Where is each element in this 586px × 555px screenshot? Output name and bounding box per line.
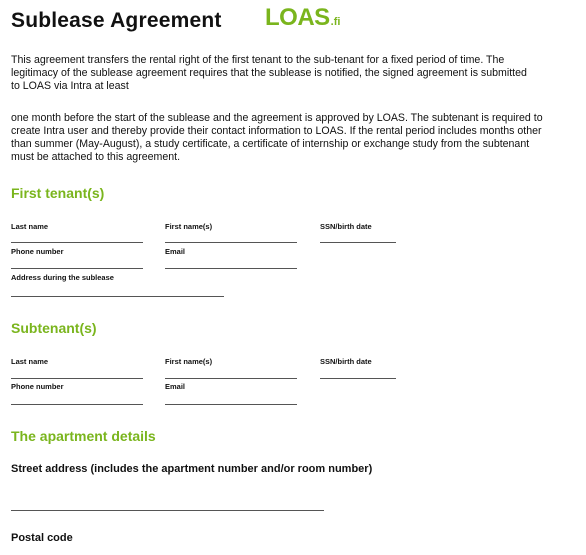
subtenant-email-field[interactable] <box>165 404 297 405</box>
subtenant-first-names-field[interactable] <box>165 378 297 379</box>
subtenant-last-name-label: Last name <box>11 357 49 366</box>
detail-line: create Intra user and thereby provide their contact information to LOAS. If the rental period includes months other <box>11 125 542 137</box>
subtenant-email-label: Email <box>165 382 186 391</box>
first-tenant-last-name-field[interactable] <box>11 242 143 243</box>
first-tenant-first-names-label: First name(s) <box>165 222 213 231</box>
intro-line: to LOAS via Intra at least <box>11 80 129 92</box>
street-address-label: Street address (includes the apartment number and/or room number) <box>11 463 373 475</box>
street-address-field[interactable] <box>11 510 324 511</box>
detail-paragraph <box>11 112 583 164</box>
first-tenant-email-label: Email <box>165 247 186 256</box>
detail-line: than summer (May-August), a study certificate, a certificate of internship or exchange study from the subtenant <box>11 138 530 150</box>
document-title: Sublease Agreement <box>11 9 222 32</box>
subtenant-phone-field[interactable] <box>11 404 143 405</box>
first-tenant-address-field[interactable] <box>11 296 224 297</box>
intro-paragraph <box>11 54 583 93</box>
detail-line: one month before the start of the sublease and the agreement is approved by LOAS. The subtenant is required to <box>11 112 543 124</box>
subtenant-heading: Subtenant(s) <box>11 320 97 336</box>
subtenant-first-names-label: First name(s) <box>165 357 213 366</box>
first-tenant-first-names-field[interactable] <box>165 242 297 243</box>
first-tenant-heading: First tenant(s) <box>11 185 105 201</box>
apartment-heading: The apartment details <box>11 428 156 444</box>
first-tenant-address-label: Address during the sublease <box>11 273 114 282</box>
subtenant-last-name-field[interactable] <box>11 378 143 379</box>
subtenant-ssn-label: SSN/birth date <box>320 357 372 366</box>
subtenant-ssn-field[interactable] <box>320 378 396 379</box>
first-tenant-last-name-label: Last name <box>11 222 49 231</box>
postal-code-label: Postal code <box>11 532 73 544</box>
intro-line: legitimacy of the sublease agreement requires that the sublease is notified, the signed agreement is submitted <box>11 67 527 79</box>
logo-main-text: LOAS <box>265 4 330 31</box>
first-tenant-email-field[interactable] <box>165 268 297 269</box>
detail-line: must be attached to this agreement. <box>11 151 181 163</box>
logo-suffix-text: .fi <box>330 16 341 28</box>
subtenant-phone-label: Phone number <box>11 382 64 391</box>
first-tenant-phone-label: Phone number <box>11 247 64 256</box>
loas-logo <box>265 4 340 32</box>
intro-line: This agreement transfers the rental right of the first tenant to the sub-tenant for a fixed period of time. The <box>11 54 505 66</box>
first-tenant-ssn-field[interactable] <box>320 242 396 243</box>
first-tenant-ssn-label: SSN/birth date <box>320 222 372 231</box>
first-tenant-phone-field[interactable] <box>11 268 143 269</box>
